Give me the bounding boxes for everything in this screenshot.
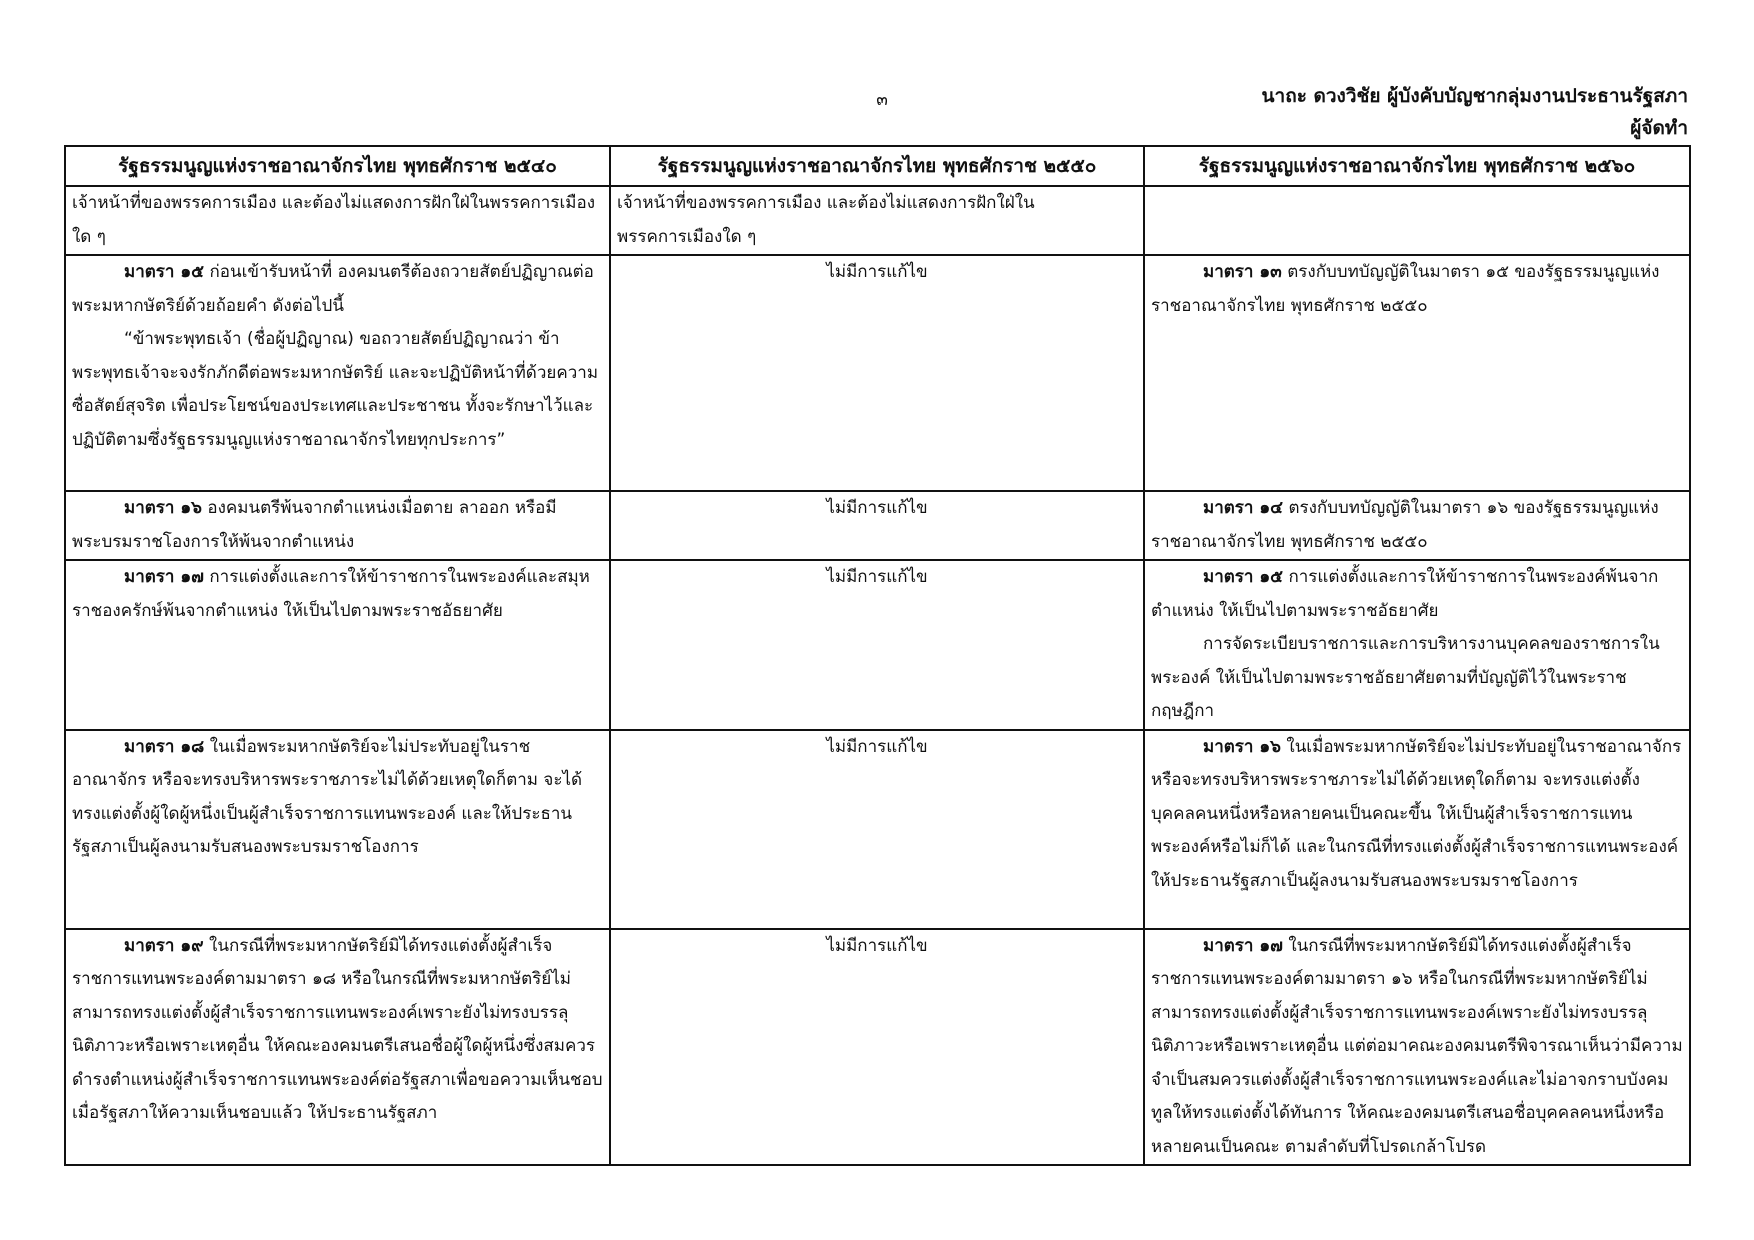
section-paragraph — [72, 561, 603, 628]
header-2540: รัฐธรรมนูญแห่งราชอาณาจักรไทย พุทธศักราช ๒๕๔๐ — [65, 146, 610, 186]
cell-text: เจ้าหน้าที่ของพรรคการเมือง และต้องไม่แสดงการฝักใฝ่ในพรรคการเมืองใด ๆ — [617, 193, 1035, 247]
table-row — [65, 560, 1690, 730]
section-number: มาตรา ๑๘ — [124, 736, 205, 757]
section-number: มาตรา ๑๖ — [124, 498, 202, 518]
author-line-1: นาถะ ดวงวิชัย ผู้บังคับบัญชากลุ่มงานประธานรัฐสภา — [1261, 85, 1688, 107]
section-text: ก่อนเข้ารับหน้าที่ องคมนตรีต้องถวายสัตย์ปฏิญาณต่อพระมหากษัตริย์ด้วยถ้อยคำ ดังต่อไปนี้ — [72, 262, 594, 316]
page-number: ๓ — [876, 90, 888, 110]
section-number: มาตรา ๑๗ — [124, 567, 204, 587]
cell-2550 — [610, 929, 1144, 1166]
cell-2560 — [1144, 929, 1690, 1166]
section-paragraph-2: การจัดระเบียบราชการและการบริหารงานบุคคลของราชการในพระองค์ ให้เป็นไปตามพระราชอัธยาศัยตามที่บัญญัติไว้ในพระราชกฤษฎีกา — [1151, 634, 1660, 721]
cell-2550 — [610, 255, 1144, 491]
table-row — [65, 255, 1690, 491]
section-text: ในเมื่อพระมหากษัตริย์จะไม่ประทับอยู่ในราชอาณาจักร หรือจะทรงบริหารพระราชภาระไม่ได้ด้วยเหตุใดก็ตาม จะได้ทรงแต่งตั้งผู้ใดผู้หนึ่งเป็นผู้สำเร็จราชการแทนพระองค์ และให้ประธานรัฐสภาเป็นผู้ลงนามรับสนองพระบรมราชโองการ — [72, 736, 583, 857]
cell-2540 — [65, 730, 610, 929]
section-paragraph — [1151, 256, 1683, 323]
header-2550: รัฐธรรมนูญแห่งราชอาณาจักรไทย พุทธศักราช ๒๕๕๐ — [610, 146, 1144, 186]
cell-2550 — [610, 730, 1144, 929]
table-header-row — [65, 146, 1690, 186]
cell-2540 — [65, 255, 610, 491]
no-change-label: ไม่มีการแก้ไข — [826, 935, 928, 956]
cell-2540 — [65, 186, 610, 255]
section-number: มาตรา ๑๓ — [1203, 262, 1282, 282]
header-2560: รัฐธรรมนูญแห่งราชอาณาจักรไทย พุทธศักราช ๒๕๖๐ — [1144, 146, 1690, 186]
cell-2540 — [65, 929, 610, 1166]
document-author — [1262, 80, 1688, 144]
cell-2540 — [65, 491, 610, 560]
cell-2560 — [1144, 255, 1690, 491]
cell-2550 — [610, 560, 1144, 730]
cell-2560 — [1144, 560, 1690, 730]
no-change-label: ไม่มีการแก้ไข — [826, 567, 928, 587]
no-change-label: ไม่มีการแก้ไข — [826, 498, 928, 518]
section-paragraph — [1151, 930, 1683, 1165]
cell-text: เจ้าหน้าที่ของพรรคการเมือง และต้องไม่แสดงการฝักใฝ่ในพรรคการเมืองใด ๆ — [72, 193, 595, 247]
section-number: มาตรา ๑๖ — [1203, 736, 1281, 757]
author-line-2: ผู้จัดทำ — [1630, 117, 1688, 139]
section-text: การแต่งตั้งและการให้ข้าราชการในพระองค์และสมุหราชองครักษ์พ้นจากตำแหน่ง ให้เป็นไปตามพระราชอัธยาศัย — [72, 567, 590, 621]
comparison-table — [64, 145, 1691, 1166]
section-number: มาตรา ๑๕ — [124, 262, 205, 282]
section-paragraph — [1151, 561, 1683, 628]
cell-2560 — [1144, 186, 1690, 255]
section-paragraph — [72, 930, 603, 1131]
section-number: มาตรา ๑๗ — [1203, 935, 1283, 956]
section-number: มาตรา ๑๙ — [124, 935, 204, 956]
section-number: มาตรา ๑๔ — [1203, 498, 1284, 518]
section-paragraph — [72, 256, 603, 323]
section-text: ในเมื่อพระมหากษัตริย์จะไม่ประทับอยู่ในราชอาณาจักร หรือจะทรงบริหารพระราชภาระไม่ได้ด้วยเหตุใดก็ตาม จะทรงแต่งตั้งบุคคลคนหนึ่งหรือหลายคนเป็นคณะขึ้น ให้เป็นผู้สำเร็จราชการแทนพระองค์หรือไม่ก็ได้ และในกรณีที่ทรงแต่งตั้งผู้สำเร็จราชการแทนพระองค์ ให้ประธานรัฐสภาเป็นผู้ลงนามรับสนองพระบรมราชโองการ — [1151, 736, 1682, 891]
section-text: ในกรณีที่พระมหากษัตริย์มิได้ทรงแต่งตั้งผู้สำเร็จราชการแทนพระองค์ตามมาตรา ๑๖ หรือในกรณีที่พระมหากษัตริย์ไม่สามารถทรงแต่งตั้งผู้สำเร็จราชการแทนพระองค์เพราะยังไม่ทรงบรรลุนิติภาวะหรือเพราะเหตุอื่น แต่ต่อมาคณะองคมนตรีพิจารณาเห็นว่ามีความจำเป็นสมควรแต่งตั้งผู้สำเร็จราชการแทนพระองค์และไม่อาจกราบบังคมทูลให้ทรงแต่งตั้งได้ทันการ ให้คณะองคมนตรีเสนอชื่อบุคคลคนหนึ่งหรือหลายคนเป็นคณะ ตามลำดับที่โปรดเกล้าโปรด — [1151, 935, 1683, 1157]
section-paragraph — [1151, 731, 1683, 899]
section-text: การแต่งตั้งและการให้ข้าราชการในพระองค์พ้นจากตำแหน่ง ให้เป็นไปตามพระราชอัธยาศัย — [1151, 567, 1659, 621]
table-row — [65, 186, 1690, 255]
cell-2550 — [610, 491, 1144, 560]
section-paragraph — [72, 731, 603, 865]
table-row — [65, 730, 1690, 929]
section-text: ตรงกับบทบัญญัติในมาตรา ๑๕ ของรัฐธรรมนูญแห่งราชอาณาจักรไทย พุทธศักราช ๒๕๕๐ — [1151, 262, 1660, 316]
no-change-label: ไม่มีการแก้ไข — [826, 262, 928, 282]
section-text: ตรงกับบทบัญญัติในมาตรา ๑๖ ของรัฐธรรมนูญแห่งราชอาณาจักรไทย พุทธศักราช ๒๕๕๐ — [1151, 498, 1659, 552]
cell-2540 — [65, 560, 610, 730]
cell-2550 — [610, 186, 1144, 255]
no-change-label: ไม่มีการแก้ไข — [826, 736, 928, 757]
cell-2560 — [1144, 730, 1690, 929]
section-number: มาตรา ๑๕ — [1203, 567, 1284, 587]
table-row — [65, 491, 1690, 560]
section-text: องคมนตรีพ้นจากตำแหน่งเมื่อตาย ลาออก หรือมีพระบรมราชโองการให้พ้นจากตำแหน่ง — [72, 498, 557, 552]
section-paragraph — [1151, 492, 1683, 559]
oath-paragraph: “ข้าพระพุทธเจ้า (ชื่อผู้ปฏิญาณ) ขอถวายสัตย์ปฏิญาณว่า ข้าพระพุทธเจ้าจะจงรักภักดีต่อพระมหากษัตริย์ และจะปฏิบัติหน้าที่ด้วยความซื่อสัตย์สุจริต เพื่อประโยชน์ของประเทศและประชาชน ทั้งจะรักษาไว้และปฏิบัติตามซึ่งรัฐธรรมนูญแห่งราชอาณาจักรไทยทุกประการ” — [72, 329, 599, 450]
section-paragraph — [72, 492, 603, 559]
cell-2560 — [1144, 491, 1690, 560]
table-row — [65, 929, 1690, 1166]
section-text: ในกรณีที่พระมหากษัตริย์มิได้ทรงแต่งตั้งผู้สำเร็จราชการแทนพระองค์ตามมาตรา ๑๘ หรือในกรณีที่พระมหากษัตริย์ไม่สามารถทรงแต่งตั้งผู้สำเร็จราชการแทนพระองค์เพราะยังไม่ทรงบรรลุนิติภาวะหรือเพราะเหตุอื่น ให้คณะองคมนตรีเสนอชื่อผู้ใดผู้หนึ่งซึ่งสมควรดำรงตำแหน่งผู้สำเร็จราชการแทนพระองค์ต่อรัฐสภาเพื่อขอความเห็นชอบ เมื่อรัฐสภาให้ความเห็นชอบแล้ว ให้ประธานรัฐสภา — [72, 935, 603, 1123]
